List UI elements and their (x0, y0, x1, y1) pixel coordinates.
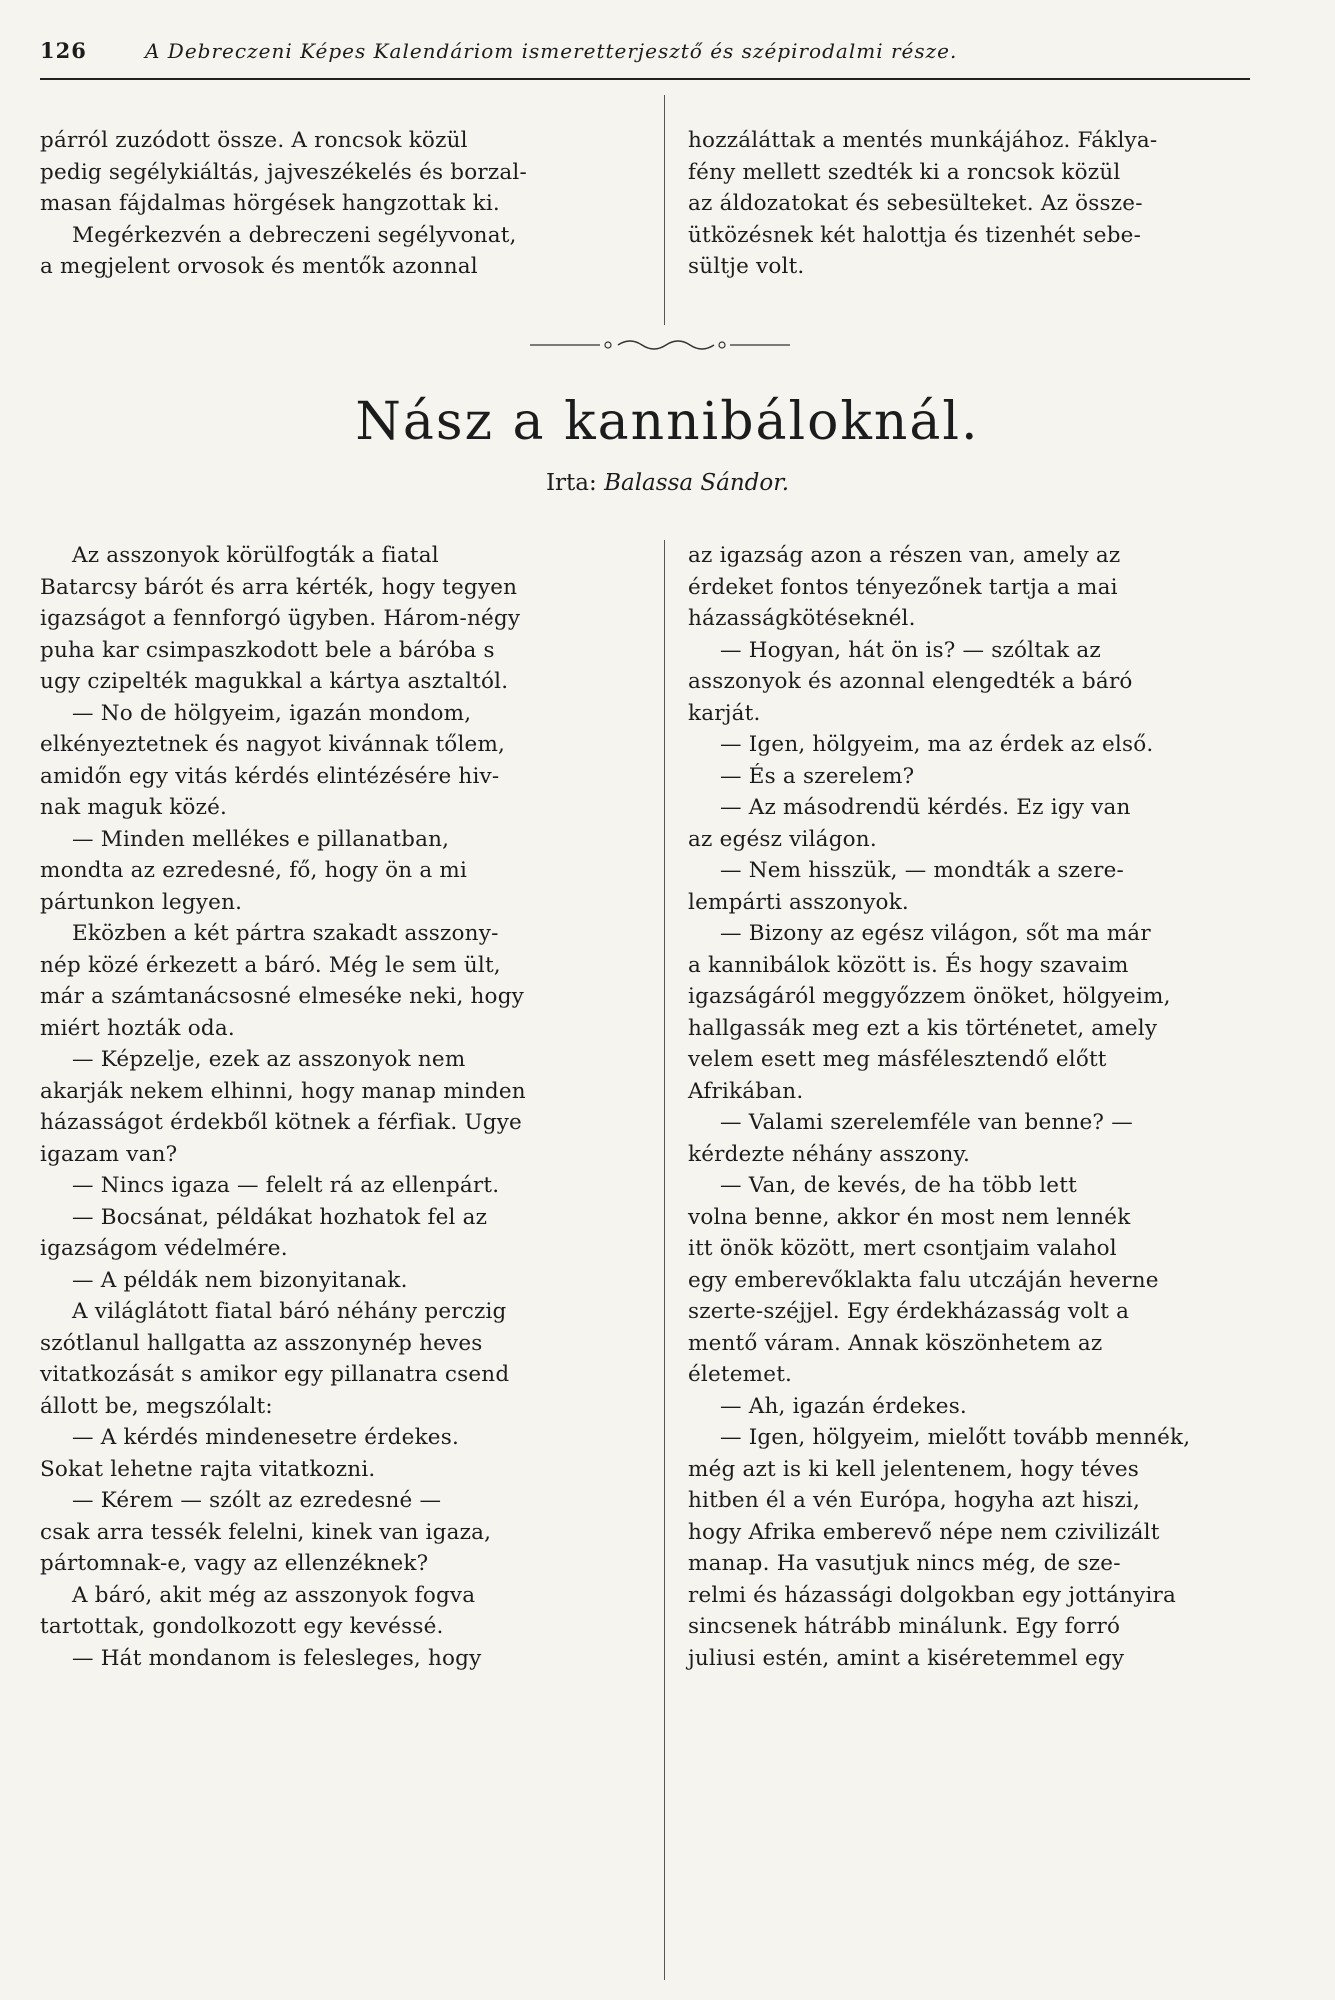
column-divider (664, 95, 665, 325)
text-line: házasságot érdekből kötnek a férfiak. Ugye (40, 1110, 522, 1135)
text-line: volna benne, akkor én most nem lennék (688, 1204, 1131, 1230)
text-line: az igazság azon a részen van, amely az (688, 543, 1121, 568)
text-line: Az asszonyok körülfogták a fiatal (72, 543, 439, 568)
text-line: asszonyok és azonnal elengedték a báró (688, 669, 1133, 694)
article-title: Nász a kannibáloknál. (355, 392, 980, 452)
text-line: Sokat lehetne rajta vitatkozni. (40, 1456, 376, 1482)
text-line: — Bizony az egész világon, sőt ma már (720, 921, 1151, 946)
text-line: nak maguk közé. (40, 795, 228, 820)
text-line: itt önök között, mert csontjaim valahol (688, 1236, 1117, 1261)
text-line: masan fájdalmas hörgések hangzottak ki. (40, 191, 500, 216)
page-number: 126 (40, 38, 87, 63)
text-line: — A példák nem bizonyitanak. (72, 1267, 408, 1293)
author-name: Balassa Sándor. (604, 470, 790, 496)
text-line: a megjelent orvosok és mentők azonnal (40, 254, 478, 279)
text-line: — Hogyan, hát ön is? — szóltak az (720, 637, 1101, 663)
text-line: szótlanul hallgatta az asszonynép heves (40, 1330, 483, 1356)
text-line: akarják nekem elhinni, hogy manap minden (40, 1078, 526, 1104)
text-line: — Nem hisszük, — mondták a szere- (720, 858, 1124, 883)
text-line: — Hát mondanom is felesleges, hogy (72, 1645, 482, 1671)
text-line: igazságot a fennforgó ügyben. Három-négy (40, 606, 521, 631)
text-line: hozzáláttak a mentés munkájához. Fáklya- (688, 128, 1158, 153)
text-line: — Igen, hölgyeim, ma az érdek az első. (720, 732, 1154, 757)
text-line: — Képzelje, ezek az asszonyok nem (72, 1047, 466, 1072)
text-line: ugy czipelték magukkal a kártya asztaltól. (40, 669, 509, 694)
text-line: érdeket fontos tényezőnek tartja a mai (688, 574, 1118, 600)
text-line: — A kérdés mindenesetre érdekes. (72, 1425, 459, 1450)
text-line: — Igen, hölgyeim, mielőtt tovább mennék, (720, 1425, 1191, 1450)
article-left-column (40, 540, 642, 1674)
text-line: A világlátott fiatal báró néhány perczig (72, 1299, 507, 1324)
text-line: tartottak, gondolkozott egy kevéssé. (40, 1614, 444, 1639)
text-line: kérdezte néhány asszony. (688, 1141, 971, 1167)
previous-article-right-column (688, 125, 1273, 283)
text-line: nép közé érkezett a báró. Még le sem ült, (40, 952, 501, 978)
text-line: Eközben a két pártra szakadt asszony- (72, 921, 499, 946)
text-line: — Van, de kevés, de ha több lett (720, 1173, 1077, 1198)
text-line: relmi és házassági dolgokban egy jottányira (688, 1582, 1177, 1608)
text-line: mentő váram. Annak köszönhetem az (688, 1330, 1103, 1356)
text-line: — Kérem — szólt az ezredesné — (72, 1488, 442, 1513)
text-line: Batarcsy bárót és arra kérték, hogy tegyen (40, 574, 518, 600)
text-line: pártomnak-e, vagy az ellenzéknek? (40, 1551, 429, 1576)
text-line: A báró, akit még az asszonyok fogva (72, 1582, 476, 1608)
text-line: karját. (688, 700, 761, 726)
article-right-column (688, 540, 1275, 1674)
text-line: hallgassák meg ezt a kis történetet, amely (688, 1015, 1158, 1041)
text-line: vitatkozását s amikor egy pillanatra csend (40, 1362, 510, 1387)
text-line: életemet. (688, 1362, 793, 1387)
text-line: csak arra tessék felelni, kinek van igaza, (40, 1519, 492, 1545)
text-line: már a számtanácsosné elmeséke neki, hogy (40, 984, 525, 1009)
text-line: a kannibálok között is. És hogy szavaim (688, 952, 1129, 978)
text-line: igazam van? (40, 1141, 178, 1167)
text-line: miért hozták oda. (40, 1015, 235, 1041)
text-line: házasságkötéseknél. (688, 606, 916, 631)
text-line: velem esett meg másfélesztendő előtt (688, 1047, 1107, 1072)
text-line: — Valami szerelemféle van benne? — (720, 1110, 1133, 1135)
text-line: — No de hölgyeim, igazán mondom, (72, 700, 472, 726)
text-line: manap. Ha vasutjuk nincs még, de sze- (688, 1551, 1121, 1576)
section-separator-icon (525, 335, 795, 355)
text-line: — Bocsánat, példákat hozhatok fel az (72, 1204, 488, 1230)
text-line: hogy Afrika emberevő népe nem czivilizált (688, 1519, 1160, 1545)
text-line: igazságáról meggyőzzem önöket, hölgyeim, (688, 984, 1171, 1009)
text-line: pedig segélykiáltás, jajveszékelés és borzal- (40, 159, 527, 185)
text-line: juliusi estén, amint a kiséretemmel egy (688, 1645, 1125, 1671)
text-line: — Ah, igazán érdekes. (720, 1393, 967, 1419)
text-line: mondta az ezredesné, fő, hogy ön a mi (40, 858, 468, 883)
text-line: párról zuzódott össze. A roncsok közül (40, 128, 468, 153)
text-line: lempárti asszonyok. (688, 889, 909, 915)
text-line: — Minden mellékes e pillanatban, (72, 826, 450, 852)
text-line: fény mellett szedték ki a roncsok közül (688, 159, 1121, 185)
text-line: ütközésnek két halottja és tizenhét sebe- (688, 222, 1142, 248)
previous-article-left-column (40, 125, 640, 283)
text-line: sültje volt. (688, 254, 805, 279)
text-line: igazságom védelmére. (40, 1236, 288, 1261)
text-line: — Nincs igaza — felelt rá az ellenpárt. (72, 1173, 500, 1198)
text-line: amidőn egy vitás kérdés elintézésére hiv- (40, 763, 500, 789)
text-line: puha kar csimpaszkodott bele a báróba s (40, 637, 495, 663)
text-line: szerte-széjjel. Egy érdekházasság volt a (688, 1299, 1130, 1324)
text-line: hitben él a vén Európa, hogyha azt hiszi, (688, 1488, 1140, 1513)
byline-prefix: Irta: (545, 470, 597, 496)
text-line: az egész világon. (688, 826, 877, 852)
text-line: Afrikában. (688, 1078, 804, 1104)
text-line: — Az másodrendü kérdés. Ez igy van (720, 795, 1131, 820)
text-line: az áldozatokat és sebesülteket. Az össze- (688, 191, 1143, 216)
text-line: pártunkon legyen. (40, 889, 243, 915)
column-divider (664, 540, 665, 1980)
text-line: elkényeztetnek és nagyot kivánnak tőlem, (40, 732, 506, 757)
text-line: egy emberevőklakta falu utczáján heverne (688, 1267, 1159, 1293)
text-line: állott be, megszólalt: (40, 1393, 273, 1419)
text-line: — És a szerelem? (720, 763, 915, 789)
text-line: sincsenek hátrább minálunk. Egy forró (688, 1614, 1121, 1639)
text-line: még azt is ki kell jelentenem, hogy téves (688, 1456, 1139, 1482)
running-header (40, 38, 1250, 80)
text-line: Megérkezvén a debreczeni segélyvonat, (72, 222, 517, 248)
running-title: A Debreczeni Képes Kalendáriom ismeretterjesztő és szépirodalmi része. (145, 39, 958, 63)
byline (0, 470, 1335, 496)
